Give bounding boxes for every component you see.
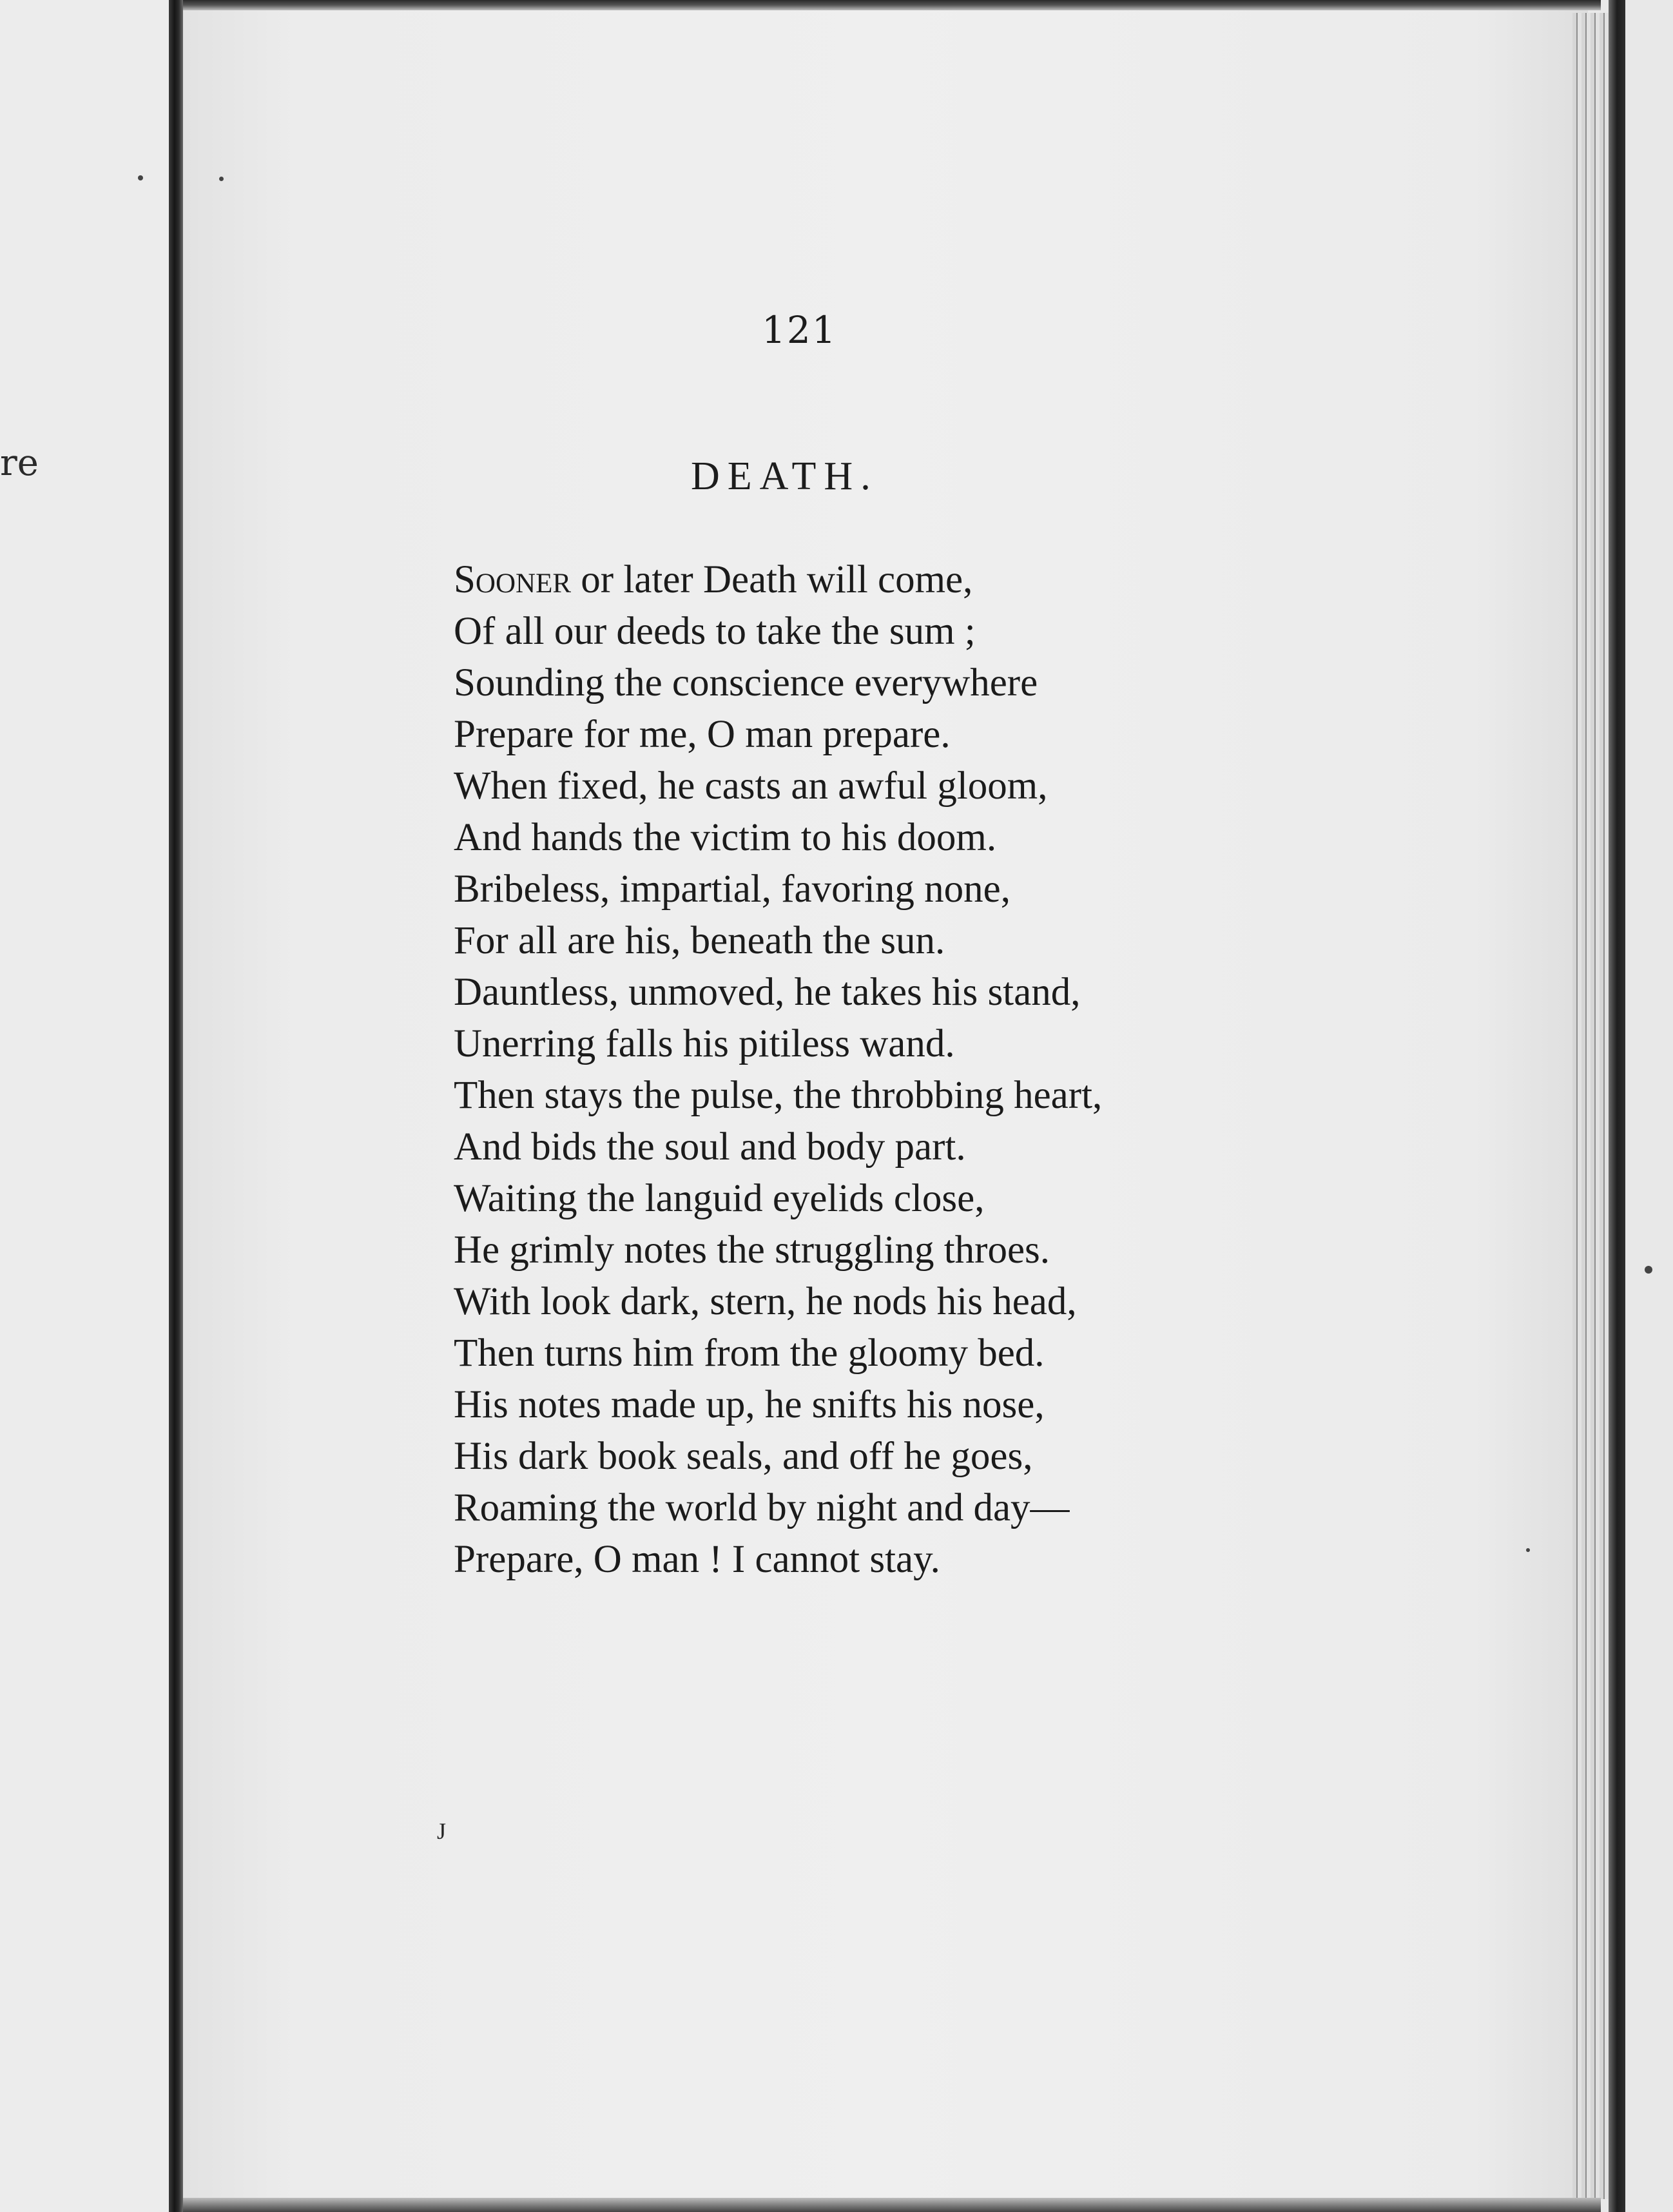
right-cover-edge [1609, 0, 1625, 2212]
poem-line: Then turns him from the gloomy bed. [454, 1332, 1045, 1375]
poem-line: Prepare for me, O man prepare. [454, 713, 951, 756]
poem-line: Prepare, O man ! I cannot stay. [454, 1538, 940, 1581]
poem-first-line-rest: or later Death will come, [571, 558, 973, 601]
poem-body [454, 554, 1601, 1586]
poem-line: And hands the victim to his doom. [454, 816, 997, 859]
poem-line: Sounding the conscience everywhere [454, 661, 1038, 704]
poem-line-1 [454, 554, 1601, 606]
poem-line: And bids the soul and body part. [454, 1125, 966, 1169]
poem-line: With look dark, stern, he nods his head, [454, 1280, 1077, 1323]
page-bottom-edge [183, 2198, 1601, 2212]
dust-speck [1645, 1266, 1652, 1274]
poem-line: Bribeless, impartial, favoring none, [454, 868, 1011, 911]
left-page-text-fragment: re [0, 442, 39, 484]
dust-speck [1526, 1548, 1530, 1552]
poem-line: His dark book seals, and off he goes, [454, 1435, 1033, 1478]
dust-speck [138, 175, 143, 180]
background-beyond-book [1625, 0, 1673, 2212]
signature-mark: J [437, 1818, 447, 1844]
dust-speck [219, 177, 224, 181]
poem-line: For all are his, beneath the sun. [454, 919, 945, 962]
poem-line: His notes made up, he snifts his nose, [454, 1383, 1045, 1426]
poem-title: DEATH. [691, 454, 878, 498]
poem-line: Roaming the world by night and day— [454, 1486, 1070, 1529]
page-top-edge [183, 0, 1601, 10]
poem-line: Of all our deeds to take the sum ; [454, 610, 976, 653]
poem-line: Waiting the languid eyelids close, [454, 1177, 985, 1220]
poem-line: Unerring falls his pitiless wand. [454, 1022, 955, 1065]
left-facing-page [0, 0, 169, 2212]
poem-line: Then stays the pulse, the throbbing heart, [454, 1074, 1103, 1117]
binding-gutter [169, 0, 183, 2212]
poem-first-word: Sooner [454, 558, 572, 601]
poem-line: Dauntless, unmoved, he takes his stand, [454, 971, 1081, 1014]
poem-line: When fixed, he casts an awful gloom, [454, 764, 1048, 808]
page-number: 121 [762, 308, 837, 352]
poem-line: He grimly notes the struggling throes. [454, 1228, 1050, 1272]
